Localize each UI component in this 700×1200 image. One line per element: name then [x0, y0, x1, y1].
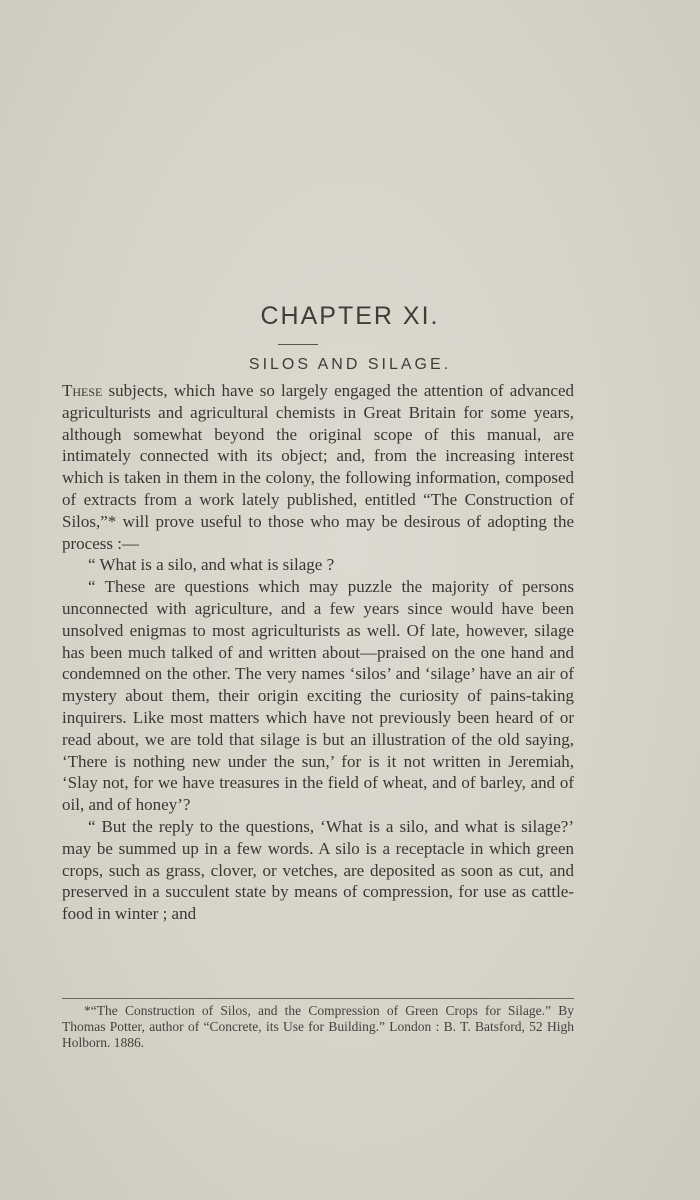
footnote — [62, 1003, 574, 1051]
footnote-text: *“The Construction of Silos, and the Compression of Green Crops for Silage.” By Thomas Potter, author of “Concrete, its Use for Building.” London : B. T. Batsford, 52 High Holborn. 1886. — [62, 1003, 574, 1050]
paragraph-definition: “ But the reply to the questions, ‘What is a silo, and what is silage?’ may be summed up in a few words. A silo is a receptacle in which green crops, such as grass, clover, or vetches, are deposited as soon as cut, and preserved in a succulent state by means of compression, for use as cattle-food in winter ; and — [62, 816, 574, 924]
paragraph-history: “ These are questions which may puzzle the majority of persons unconnected with agriculture, and a few years since would have been unsolved enigmas to most agriculturists as well. Of late, however, silage has been much talked of and written about—praised on the one hand and condemned on the other. The very names ‘silos’ and ‘silage’ have an air of mystery about them, their origin exciting the curiosity of pains-taking inquirers. Like most matters which have not previously been heard of or read about, we are told that silage is but an illustration of the old saying, ‘There is nothing new under the sun,’ for is it not written in Jeremiah, ‘Slay not, for we have treasures in the field of wheat, and of barley, and of oil, and of honey’? — [62, 577, 574, 815]
chapter-title: CHAPTER XI. — [260, 302, 440, 330]
body-text — [62, 380, 574, 925]
title-divider — [278, 344, 318, 345]
section-title: SILOS AND SILAGE. — [248, 356, 452, 373]
footnote-divider — [62, 998, 574, 999]
paragraph-intro-text: subjects, which have so largely engaged the attention of advanced agriculturists and agricultural chemists in Great Britain for some years, although somewhat beyond the original scope of this manual, are intimately connected with its object; and, from the increasing interest which is taken in them in the colony, the following information, composed of extracts from a work lately published, entitled “The Construction of Silos,”* will prove useful to those who may be desirous of adopting the process :— — [62, 381, 574, 553]
paragraph-question: “ What is a silo, and what is silage ? — [88, 555, 335, 575]
paragraph-lead-word: These — [62, 381, 103, 400]
paragraph-intro — [62, 380, 574, 554]
